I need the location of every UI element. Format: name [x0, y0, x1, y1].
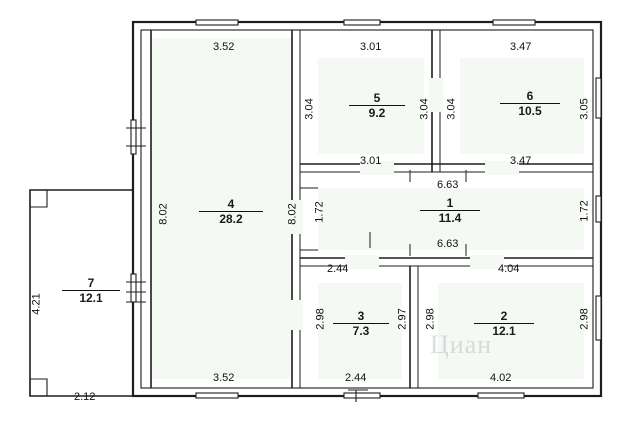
dimension-label: 3.04: [445, 98, 458, 120]
dimension-label: 2.98: [314, 308, 327, 330]
room-number: 6: [526, 89, 534, 103]
dimension-label: 8.02: [157, 203, 170, 225]
dimension-label: 2.98: [424, 308, 437, 330]
room-area: 11.4: [420, 210, 480, 225]
room-number: 3: [357, 309, 365, 323]
room-area: 10.5: [500, 103, 560, 118]
room-number: 7: [87, 276, 95, 290]
dimension-label: 3.01: [360, 41, 382, 53]
dimension-label: 3.04: [418, 98, 431, 120]
watermark: Циан: [430, 330, 493, 359]
dimension-label: 3.05: [578, 98, 591, 120]
room-area: 28.2: [199, 211, 263, 226]
room-number: 5: [373, 91, 381, 105]
room-label: [62, 277, 120, 305]
dimension-label: 4.21: [30, 293, 43, 315]
dimension-label: 1.72: [313, 201, 326, 223]
room-number: 2: [500, 309, 508, 323]
room-area: 12.1: [62, 290, 120, 305]
dimension-label: 2.44: [345, 372, 367, 384]
dimension-label: 1.72: [578, 200, 591, 222]
dimension-label: 2.44: [327, 263, 349, 275]
room-label: [500, 90, 560, 118]
dimension-label: 2.97: [396, 308, 409, 330]
dimension-label: 3.01: [360, 155, 382, 167]
dimension-label: 8.02: [286, 203, 299, 225]
room-label: [349, 92, 405, 120]
dimension-label: 3.04: [303, 98, 316, 120]
dimension-label: 3.47: [510, 41, 532, 53]
dimension-label: 6.63: [437, 238, 459, 250]
room-area: 7.3: [333, 323, 389, 338]
dimension-label: 2.12: [74, 391, 96, 403]
room-number: 4: [227, 197, 235, 211]
dimension-label: 6.63: [437, 179, 459, 191]
dimension-label: 4.02: [490, 372, 512, 384]
room-area: 9.2: [349, 105, 405, 120]
dimension-label: 2.98: [578, 308, 591, 330]
dimension-label: 3.52: [213, 372, 235, 384]
dimension-label: 4.04: [498, 263, 520, 275]
dimension-label: 3.52: [213, 41, 235, 53]
room-label: [333, 310, 389, 338]
dimension-label: 3.47: [510, 155, 532, 167]
room-label: [420, 197, 480, 225]
room-number: 1: [446, 196, 454, 210]
room-label: [199, 198, 263, 226]
room-area: 12.1: [474, 323, 534, 338]
